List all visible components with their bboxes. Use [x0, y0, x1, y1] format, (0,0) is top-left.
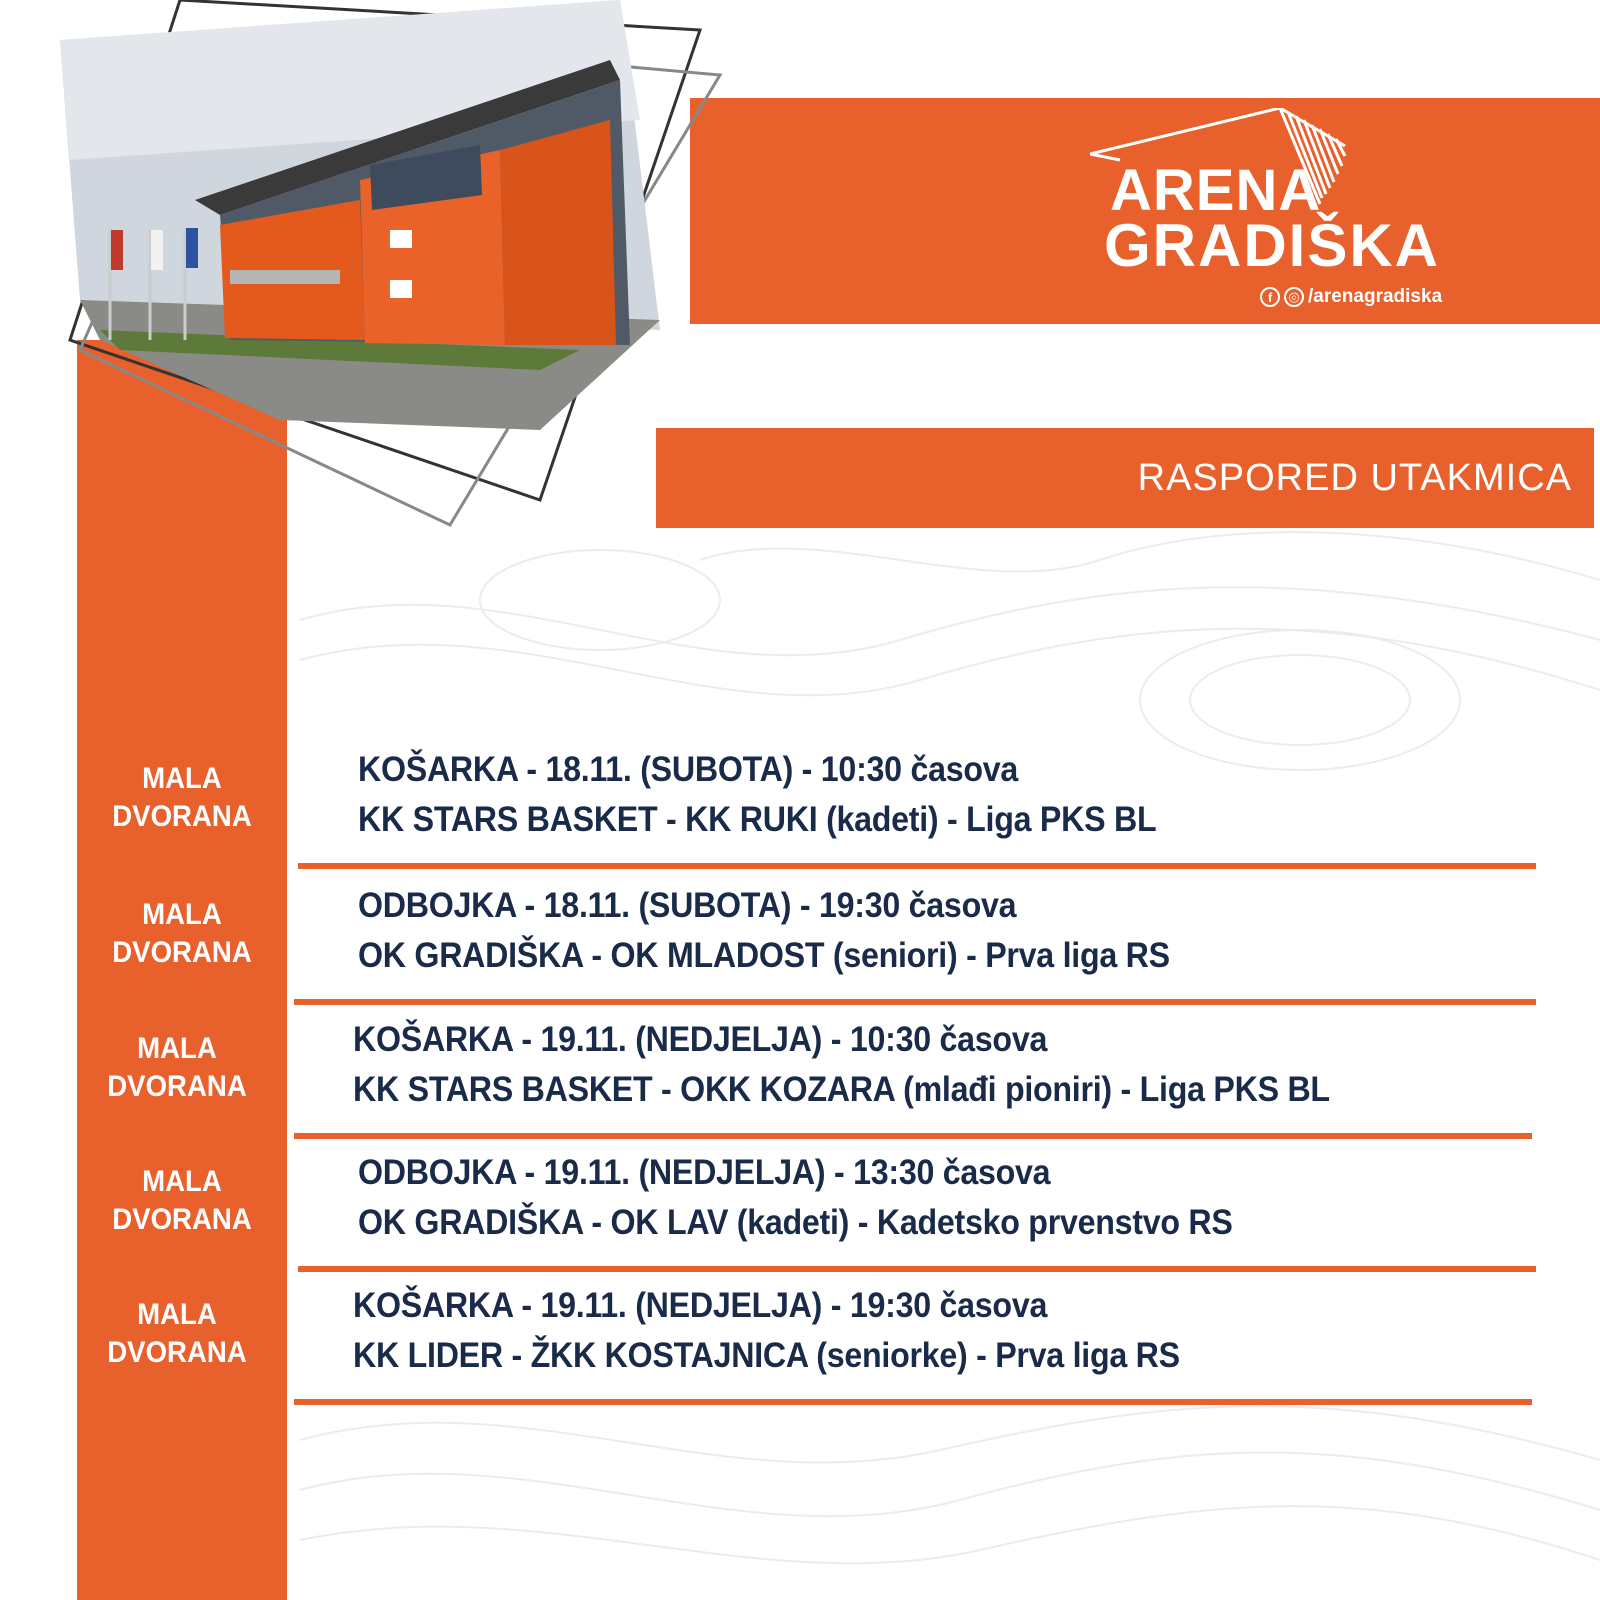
match-teams: KK STARS BASKET - KK RUKI (kadeti) - Liga PKS BL — [358, 800, 1157, 839]
row-divider — [294, 999, 1536, 1005]
match-teams: KK STARS BASKET - OKK KOZARA (mlađi pioniri) - Liga PKS BL — [353, 1070, 1330, 1109]
schedule-row — [0, 1016, 1600, 1154]
row-divider — [298, 1266, 1536, 1272]
venue-label — [85, 760, 278, 836]
schedule-title-bar — [656, 428, 1594, 528]
venue-line-1: MALA — [142, 762, 222, 795]
match-date-time: KOŠARKA - 19.11. (NEDJELJA) - 19:30 časova — [353, 1286, 1048, 1325]
logo-word-gradiska: GRADIŠKA — [1104, 212, 1441, 279]
venue-label — [80, 1030, 273, 1106]
match-date-time: ODBOJKA - 18.11. (SUBOTA) - 19:30 časova — [358, 886, 1017, 925]
logo-word-arena: ARENA — [1110, 158, 1322, 223]
venue-label — [80, 1296, 273, 1372]
venue-line-1: MALA — [137, 1298, 217, 1331]
arena-gradiska-logo — [1090, 108, 1490, 318]
match-date-time: KOŠARKA - 18.11. (SUBOTA) - 10:30 časova — [358, 750, 1019, 789]
social-handle-group[interactable] — [1260, 286, 1442, 308]
venue-line-2: DVORANA — [107, 1070, 247, 1103]
row-divider — [294, 1399, 1532, 1405]
venue-line-1: MALA — [142, 898, 222, 931]
schedule-row — [0, 882, 1600, 1020]
venue-line-2: DVORANA — [107, 1336, 247, 1369]
venue-label — [85, 896, 278, 972]
schedule-row — [0, 1149, 1600, 1287]
match-teams: OK GRADIŠKA - OK LAV (kadeti) - Kadetsko prvenstvo RS — [358, 1203, 1233, 1242]
schedule-row — [0, 746, 1600, 884]
venue-label — [85, 1163, 278, 1239]
venue-line-1: MALA — [137, 1032, 217, 1065]
match-date-time: KOŠARKA - 19.11. (NEDJELJA) - 10:30 časova — [353, 1020, 1048, 1059]
venue-line-2: DVORANA — [112, 800, 252, 833]
row-divider — [298, 863, 1536, 869]
match-date-time: ODBOJKA - 19.11. (NEDJELJA) - 13:30 časova — [358, 1153, 1051, 1192]
arena-photo — [20, 0, 740, 540]
schedule-row — [0, 1282, 1600, 1420]
social-handle[interactable]: /arenagradiska — [1308, 286, 1443, 307]
match-teams: OK GRADIŠKA - OK MLADOST (seniori) - Prva liga RS — [358, 936, 1170, 975]
instagram-icon[interactable]: ◎ — [1284, 287, 1304, 307]
venue-line-2: DVORANA — [112, 1203, 252, 1236]
facebook-icon[interactable]: f — [1260, 287, 1280, 307]
row-divider — [294, 1133, 1532, 1139]
venue-line-2: DVORANA — [112, 936, 252, 969]
venue-line-1: MALA — [142, 1165, 222, 1198]
match-teams: KK LIDER - ŽKK KOSTAJNICA (seniorke) - Prva liga RS — [353, 1336, 1180, 1375]
page-title: RASPORED UTAKMICA — [1137, 456, 1572, 499]
